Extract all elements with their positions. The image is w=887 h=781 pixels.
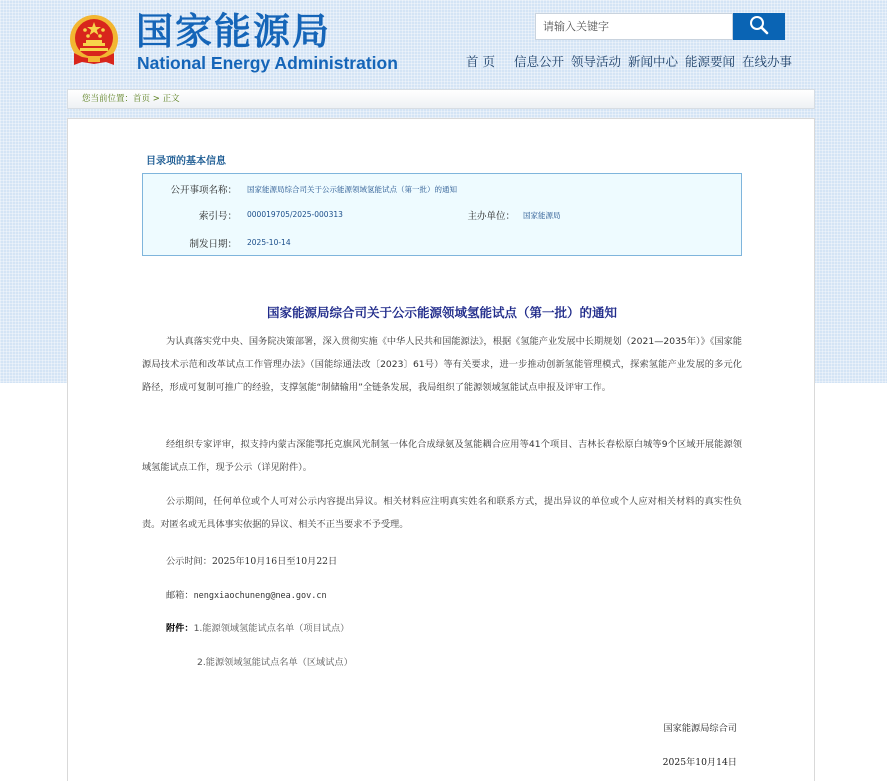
signature-org: 国家能源局综合司 — [663, 723, 737, 734]
breadcrumb-separator: > — [150, 94, 163, 104]
nav-online-services[interactable]: 在线办事 — [742, 54, 793, 69]
signature-date: 2025年10月14日 — [662, 757, 737, 768]
contact-email — [166, 587, 327, 601]
publicity-period — [166, 553, 337, 567]
nav-info-disclosure[interactable]: 信息公开 — [513, 54, 564, 69]
breadcrumb-prefix: 您当前位置： — [82, 94, 134, 104]
article-container — [67, 118, 815, 781]
attachment-link-1[interactable]: 1.能源领域氢能试点名单（项目试点） — [193, 623, 350, 634]
info-box — [142, 173, 742, 256]
nav-leader-activities[interactable]: 领导活动 — [571, 54, 622, 69]
publicity-period-label: 公示时间： — [166, 556, 212, 567]
search-bar — [535, 13, 785, 40]
nav-energy-news[interactable]: 能源要闻 — [685, 54, 736, 69]
nav-news-center[interactable]: 新闻中心 — [628, 54, 679, 69]
info-section-title: 目录项的基本信息 — [146, 156, 226, 167]
publicity-period-value: 2025年10月16日至10月22日 — [211, 556, 338, 567]
info-index-label: 索引号： — [198, 211, 237, 222]
info-name-label: 公开事项名称： — [170, 185, 237, 196]
info-date-value: 2025-10-14 — [247, 238, 291, 247]
main-nav — [466, 52, 792, 72]
attachments-label: 附件： — [166, 623, 194, 634]
info-date-label: 制发日期： — [189, 239, 237, 250]
info-org-label: 主办单位： — [467, 211, 515, 222]
attachments — [166, 620, 349, 634]
attachments-2 — [197, 654, 353, 668]
search-input[interactable] — [535, 13, 733, 40]
article-paragraph: 公示期间，任何单位或个人可对公示内容提出异议。相关材料应注明真实姓名和联系方式，提出异议的单位或个人应对相关材料的真实性负责。对匿名或无具体事实依据的异议、相关不正当要求不予受理。 — [142, 496, 742, 530]
nav-home[interactable]: 首 页 — [466, 54, 495, 69]
search-icon — [749, 15, 769, 38]
info-name-value: 国家能源局综合司关于公示能源领域氢能试点（第一批）的通知 — [247, 185, 457, 194]
breadcrumb-current[interactable]: 正文 — [162, 94, 180, 104]
article-paragraph: 为认真落实党中央、国务院决策部署，深入贯彻实施《中华人民共和国能源法》，根据《氢能产业发展中长期规划（2021—2035年）》《国家能源局技术示范和改革试点工作管理办法》（国能综通法改〔2023〕61号）等有关要求，进一步推动创新氢能管理模式，探索氢能产业发展的多元化路径，形成可复制可推广的经验，支撑氢能“制储输用”全链条发展，我局组织了能源领域氢能试点申报及评审工作。 — [142, 336, 742, 393]
breadcrumb-home[interactable]: 首页 — [133, 94, 151, 104]
email-label: 邮箱： — [166, 590, 194, 601]
article-title: 国家能源局综合司关于公示能源领域氢能试点（第一批）的通知 — [266, 305, 617, 320]
attachment-link-2[interactable]: 2.能源领域氢能试点名单（区域试点） — [197, 657, 353, 668]
info-index-value: 000019705/2025-000313 — [247, 210, 343, 219]
breadcrumb — [67, 89, 815, 109]
article-paragraph: 经组织专家评审，拟支持内蒙古深能鄂托克旗风光制氢一体化合成绿氨及氢能耦合应用等41个项目、吉林长春松原白城等9个区域开展能源领域氢能试点工作，现予公示（详见附件）。 — [142, 439, 742, 473]
info-org-value: 国家能源局 — [523, 211, 561, 220]
logo-title-en[interactable]: National Energy Administration — [137, 53, 398, 73]
email-value[interactable]: nengxiaochuneng@nea.gov.cn — [193, 591, 327, 601]
logo-title-cn[interactable]: 国家能源局 — [136, 10, 331, 53]
search-button[interactable] — [733, 13, 785, 40]
national-emblem-icon[interactable] — [68, 13, 120, 69]
